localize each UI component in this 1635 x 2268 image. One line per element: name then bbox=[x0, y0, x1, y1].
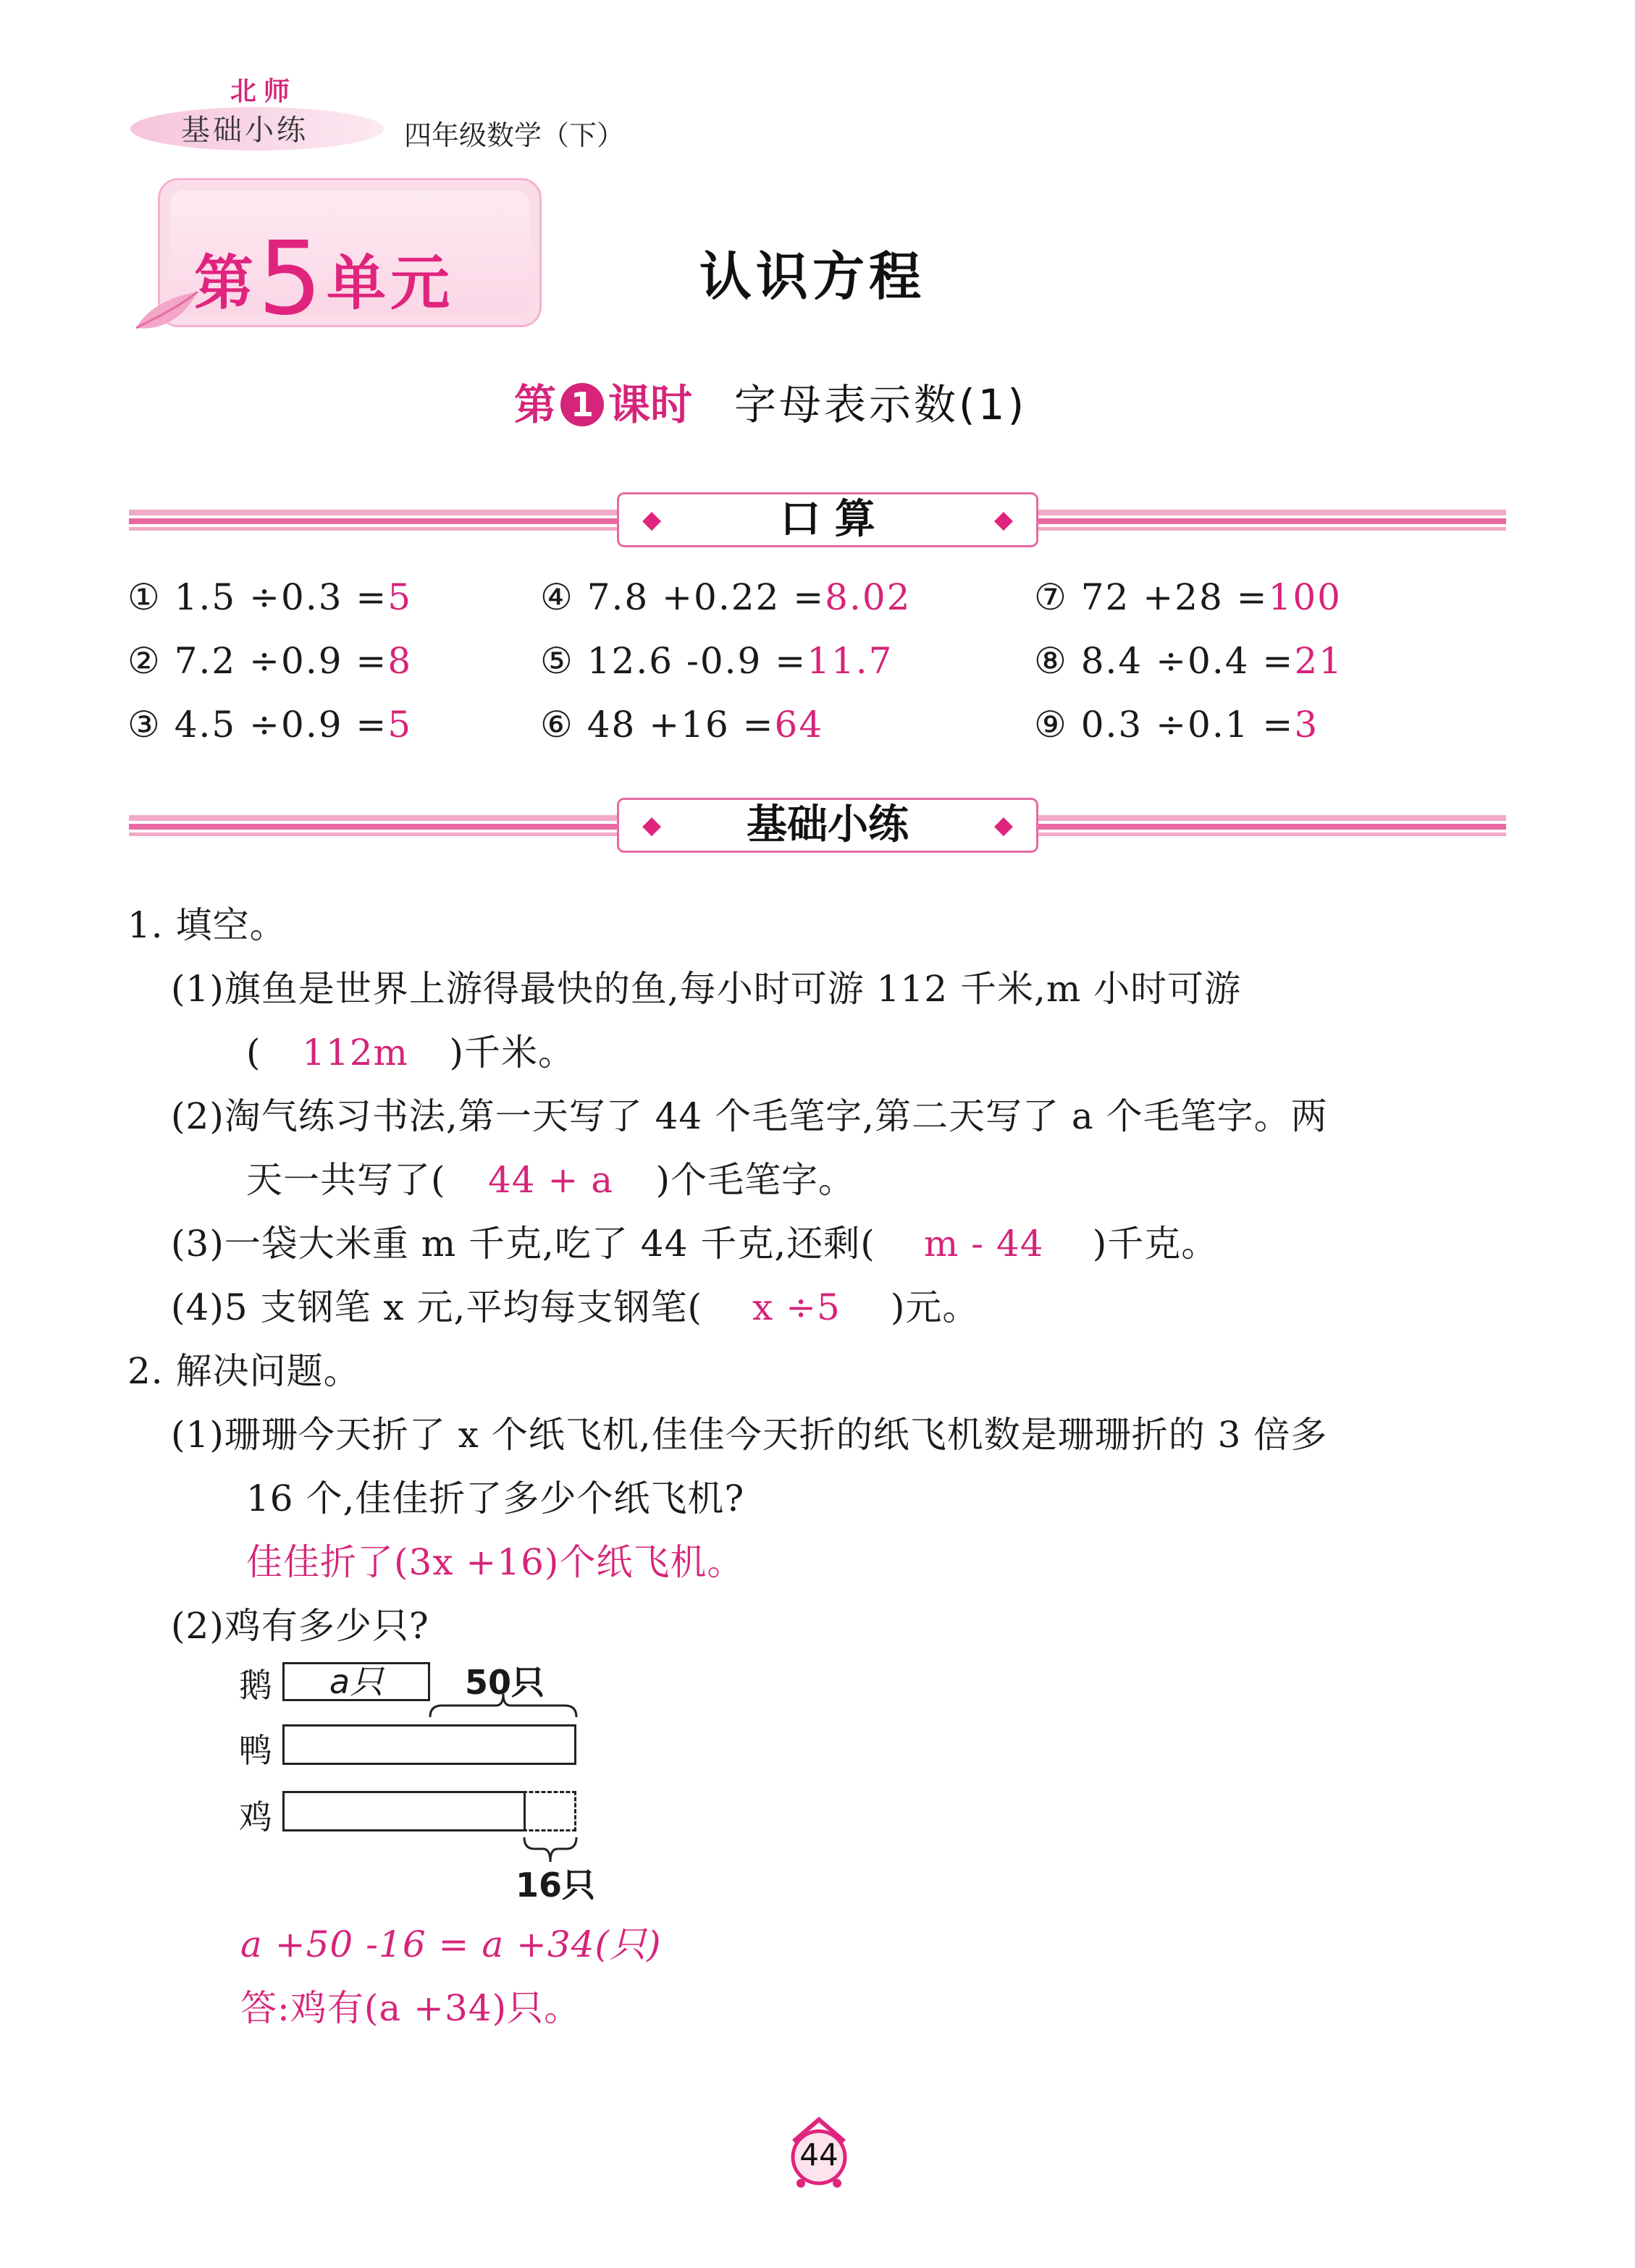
q1-part4: (4)5 支钢笔 x 元,平均每支钢笔( x ÷5 )元。 bbox=[171, 1286, 980, 1328]
brand-publisher: 北师 bbox=[230, 77, 298, 106]
difference-brace-top bbox=[427, 1691, 579, 1720]
q2-part1-text: (1)珊珊今天折了 x 个纸飞机,佳佳今天折的纸飞机数是珊珊折的 3 倍多 bbox=[171, 1414, 1328, 1456]
q2-part1-text-cont: 16 个,佳佳折了多少个纸飞机? bbox=[246, 1477, 745, 1519]
oral-item: ④ 7.8 +0.22 =8.02 bbox=[540, 576, 912, 618]
question-2-label: 2. 解决问题。 bbox=[127, 1350, 361, 1392]
basic-section-title: ◆ 基础小练 ◆ bbox=[617, 798, 1038, 853]
difference-16-label: 16只 bbox=[516, 1866, 596, 1905]
oral-item: ③ 4.5 ÷0.9 =5 bbox=[127, 704, 413, 746]
unit-number-label: 第5单元 bbox=[194, 220, 455, 338]
brand-series: 基础小练 bbox=[181, 114, 308, 147]
duck-bar bbox=[282, 1724, 576, 1765]
q1-part2-blank: 天一共写了( 44 + a )个毛笔字。 bbox=[246, 1159, 856, 1201]
oral-item: ⑥ 48 +16 =64 bbox=[540, 704, 824, 746]
unit-title: 认识方程 bbox=[699, 246, 926, 307]
difference-50-label: 50只 bbox=[465, 1663, 545, 1702]
chicken-bar bbox=[282, 1791, 526, 1831]
q1-part1-blank: ( 112m )千米。 bbox=[246, 1032, 576, 1074]
goose-bar: a只 bbox=[282, 1662, 430, 1701]
grade-subject: 四年级数学（下） bbox=[404, 119, 625, 151]
q2-part2-equation: a +50 -16 = a +34(只) bbox=[240, 1923, 662, 1965]
q1-part2-text: (2)淘气练习书法,第一天写了 44 个毛笔字,第二天写了 a 个毛笔字。两 bbox=[171, 1095, 1328, 1137]
oral-item: ⑤ 12.6 -0.9 =11.7 bbox=[540, 640, 894, 682]
q2-part2-text: (2)鸡有多少只? bbox=[171, 1605, 429, 1647]
oral-section-title: ◆ 口 算 ◆ bbox=[617, 492, 1038, 547]
q2-part1-answer: 佳佳折了(3x +16)个纸飞机。 bbox=[246, 1541, 744, 1583]
goose-label: 鹅 bbox=[239, 1666, 272, 1705]
q2-part2-answer: 答:鸡有(a +34)只。 bbox=[240, 1987, 581, 2029]
chicken-missing-part bbox=[523, 1791, 576, 1831]
oral-item: ⑧ 8.4 ÷0.4 =21 bbox=[1034, 640, 1343, 682]
lesson-heading: 第 1 课时 字母表示数(1) bbox=[514, 380, 1027, 429]
q1-part1-text: (1)旗鱼是世界上游得最快的鱼,每小时可游 112 千米,m 小时可游 bbox=[171, 968, 1242, 1010]
oral-item: ② 7.2 ÷0.9 =8 bbox=[127, 640, 413, 682]
oral-item: ⑨ 0.3 ÷0.1 =3 bbox=[1034, 704, 1319, 746]
lesson-number-badge: 1 bbox=[560, 383, 604, 426]
duck-label: 鸭 bbox=[239, 1731, 272, 1770]
leaf-icon bbox=[129, 288, 201, 339]
lesson-name: 字母表示数(1) bbox=[734, 380, 1027, 429]
question-1-label: 1. 填空。 bbox=[127, 904, 287, 946]
q1-part3: (3)一袋大米重 m 千克,吃了 44 千克,还剩( m - 44 )千克。 bbox=[171, 1223, 1219, 1265]
oral-item: ⑦ 72 +28 =100 bbox=[1034, 576, 1342, 618]
oral-item: ① 1.5 ÷0.3 =5 bbox=[127, 576, 413, 618]
page-number: 44 bbox=[799, 2137, 838, 2172]
chicken-label: 鸡 bbox=[239, 1797, 272, 1837]
